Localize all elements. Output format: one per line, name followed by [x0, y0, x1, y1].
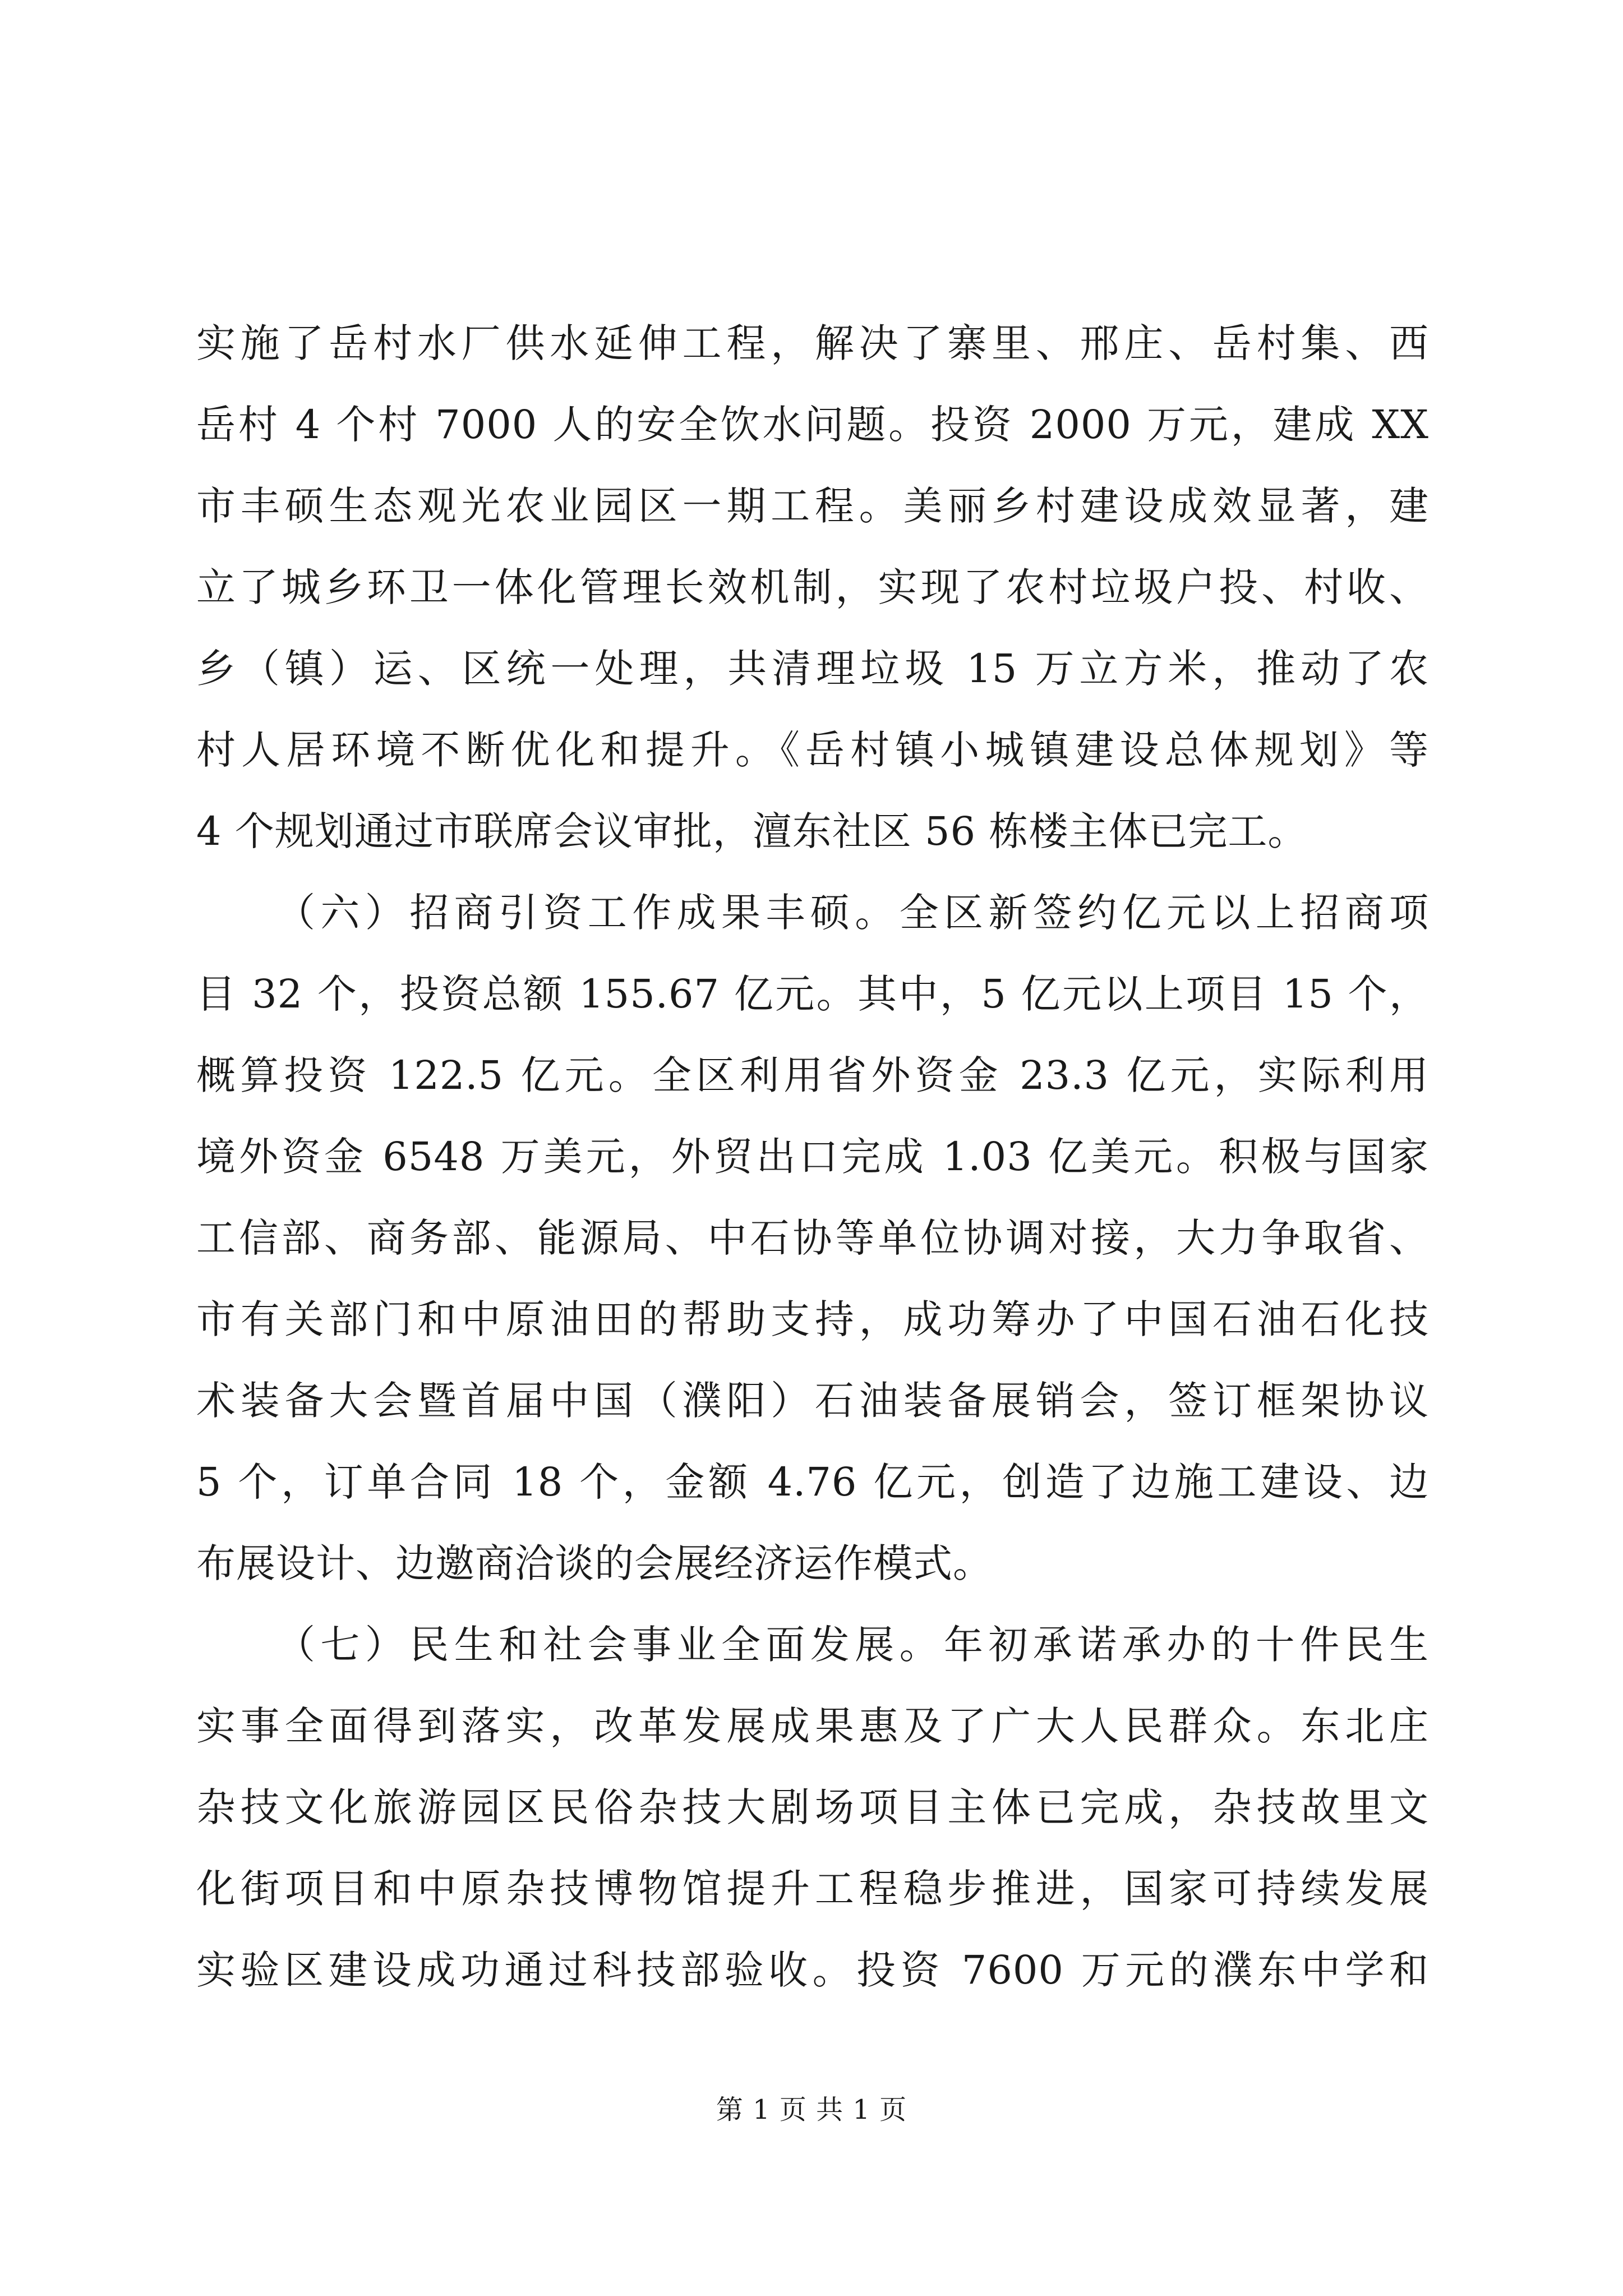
- text-line: 实施了岳村水厂供水延伸工程，解决了寨里、邢庄、岳村集、西: [196, 320, 1429, 366]
- text-line: 杂技文化旅游园区民俗杂技大剧场项目主体已完成，杂技故里文: [196, 1784, 1429, 1830]
- text-line: 5 个，订单合同 18 个，金额 4.76 亿元，创造了边施工建设、边: [196, 1459, 1429, 1505]
- text-line: 境外资金 6548 万美元，外贸出口完成 1.03 亿美元。积极与国家: [196, 1134, 1429, 1180]
- text-line: 市有关部门和中原油田的帮助支持，成功筹办了中国石油石化技: [196, 1296, 1429, 1342]
- text-line: 化街项目和中原杂技博物馆提升工程稳步推进，国家可持续发展: [196, 1866, 1429, 1912]
- text-line: 市丰硕生态观光农业园区一期工程。美丽乡村建设成效显著，建: [196, 483, 1429, 529]
- page-number-label: 第 1 页 共 1 页: [716, 2094, 907, 2125]
- text-line: 目 32 个，投资总额 155.67 亿元。其中，5 亿元以上项目 15 个，: [196, 971, 1429, 1017]
- text-line: 4 个规划通过市联席会议审批，澶东社区 56 栋楼主体已完工。: [196, 808, 1308, 854]
- text-line: 立了城乡环卫一体化管理长效机制，实现了农村垃圾户投、村收、: [196, 564, 1429, 610]
- text-line: 实验区建设成功通过科技部验收。投资 7600 万元的濮东中学和: [196, 1947, 1429, 1993]
- text-line: 概算投资 122.5 亿元。全区利用省外资金 23.3 亿元，实际利用: [196, 1052, 1429, 1098]
- text-line: 术装备大会暨首届中国（濮阳）石油装备展销会，签订框架协议: [196, 1378, 1429, 1424]
- paragraph-heading-line: （六）招商引资工作成果丰硕。全区新签约亿元以上招商项: [276, 890, 1429, 936]
- page-footer: [0, 2088, 1623, 2127]
- text-line: 布展设计、边邀商洽谈的会展经济运作模式。: [196, 1540, 993, 1586]
- text-line: 实事全面得到落实，改革发展成果惠及了广大人民群众。东北庄: [196, 1703, 1429, 1749]
- text-line: 村人居环境不断优化和提升。《岳村镇小城镇建设总体规划》等: [196, 727, 1429, 773]
- text-line: 工信部、商务部、能源局、中石协等单位协调对接，大力争取省、: [196, 1215, 1429, 1261]
- text-line: 乡（镇）运、区统一处理，共清理垃圾 15 万立方米，推动了农: [196, 646, 1429, 692]
- paragraph-heading-line: （七）民生和社会事业全面发展。年初承诺承办的十件民生: [276, 1622, 1429, 1668]
- body-text: [196, 303, 1429, 2011]
- text-line: 岳村 4 个村 7000 人的安全饮水问题。投资 2000 万元，建成 XX: [196, 402, 1429, 448]
